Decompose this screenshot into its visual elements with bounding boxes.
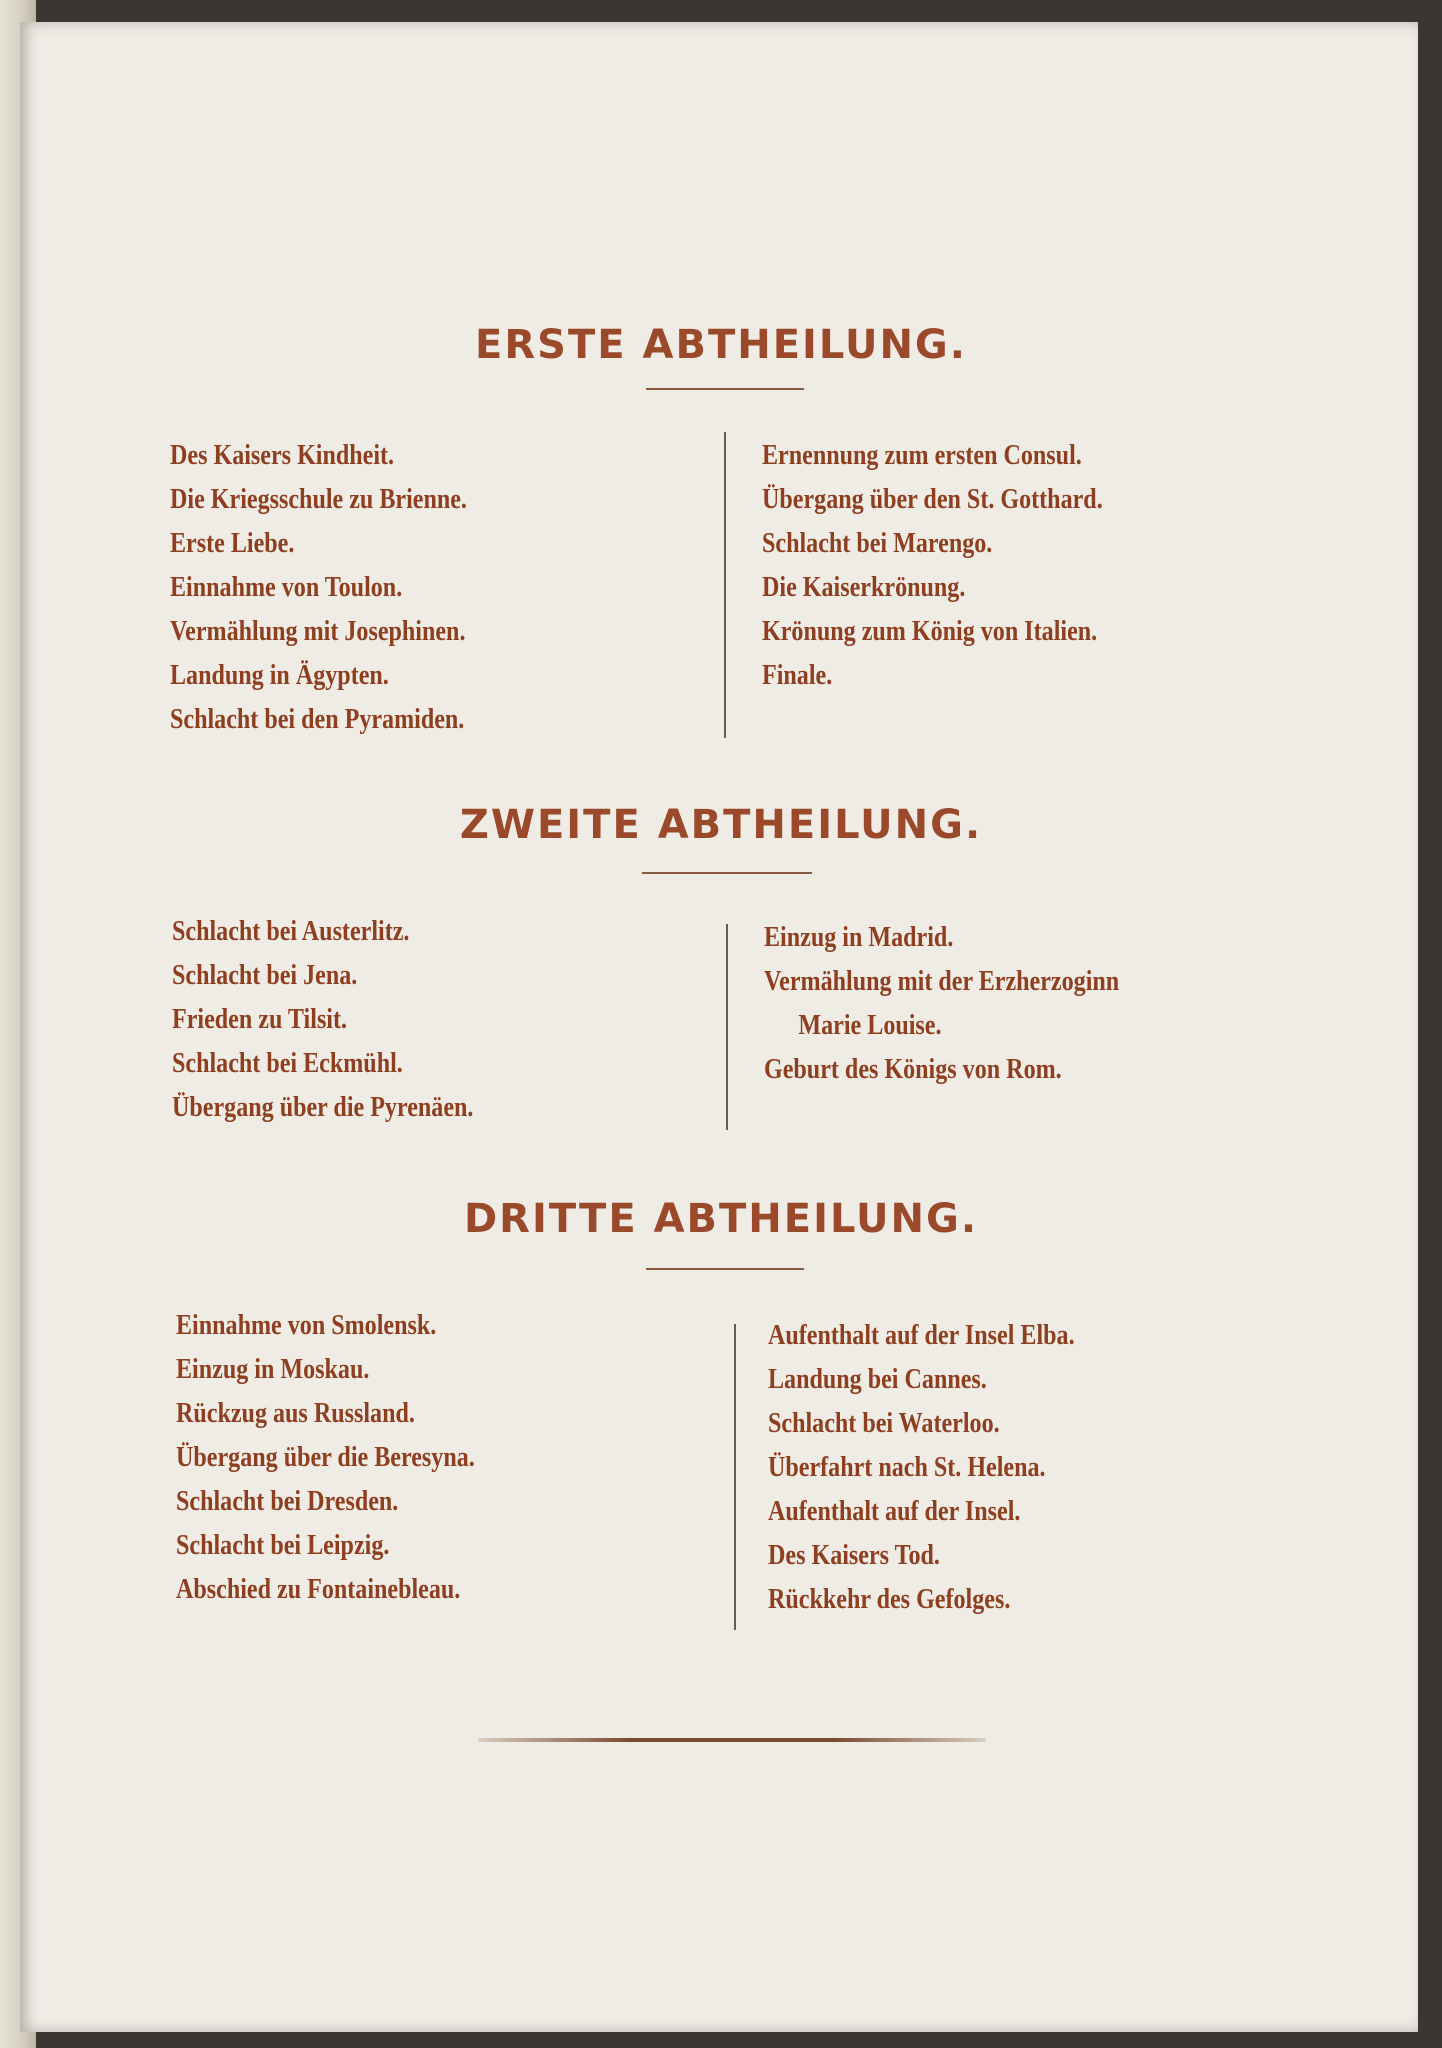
column-divider	[734, 1324, 736, 1630]
list-item: Die Kaiserkrönung.	[762, 572, 966, 603]
list-item: Finale.	[762, 660, 833, 691]
heading-rule	[646, 1268, 804, 1270]
list-item: Aufenthalt auf der Insel Elba.	[768, 1320, 1075, 1351]
list-item: Landung bei Cannes.	[768, 1364, 987, 1395]
section-heading: DRITTE ABTHEILUNG.	[463, 1196, 979, 1242]
list-item: Schlacht bei Dresden.	[176, 1486, 399, 1517]
list-item: Einzug in Madrid.	[764, 922, 954, 953]
right-column	[762, 434, 1103, 698]
list-item: Schlacht bei Jena.	[172, 960, 358, 991]
left-column	[176, 1304, 475, 1612]
list-item: Die Kriegsschule zu Brienne.	[170, 484, 467, 515]
right-column	[768, 1314, 1075, 1622]
list-item: Krönung zum König von Italien.	[762, 616, 1098, 647]
list-item: Geburt des Königs von Rom.	[764, 1054, 1062, 1085]
heading-rule	[642, 872, 812, 874]
left-column	[172, 910, 473, 1130]
list-item: Aufenthalt auf der Insel.	[768, 1496, 1021, 1527]
list-item: Des Kaisers Tod.	[768, 1540, 940, 1571]
list-item: Rückkehr des Gefolges.	[768, 1584, 1011, 1615]
heading-rule	[646, 388, 804, 390]
list-item: Übergang über die Beresyna.	[176, 1442, 475, 1473]
column-divider	[726, 924, 728, 1130]
list-item: Überfahrt nach St. Helena.	[768, 1452, 1046, 1483]
list-item: Rückzug aus Russland.	[176, 1398, 415, 1429]
list-item: Schlacht bei Waterloo.	[768, 1408, 1000, 1439]
list-item: Landung in Ägypten.	[170, 660, 389, 691]
list-item: Schlacht bei Marengo.	[762, 528, 993, 559]
list-item: Vermählung mit der Erzherzoginn	[764, 966, 1120, 997]
column-divider	[724, 432, 726, 738]
list-item: Erste Liebe.	[170, 528, 295, 559]
list-item: Schlacht bei Eckmühl.	[172, 1048, 403, 1079]
section-heading: ZWEITE ABTHEILUNG.	[459, 802, 983, 848]
closing-ornament-rule	[478, 1738, 986, 1742]
left-column	[170, 434, 467, 742]
list-item: Übergang über die Pyrenäen.	[172, 1092, 474, 1123]
list-item: Einnahme von Smolensk.	[176, 1310, 437, 1341]
list-item: Einnahme von Toulon.	[170, 572, 403, 603]
right-column	[764, 916, 1119, 1092]
list-item: Einzug in Moskau.	[176, 1354, 370, 1385]
list-item: Des Kaisers Kindheit.	[170, 440, 395, 471]
list-item: Vermählung mit Josephinen.	[170, 616, 466, 647]
section-heading: ERSTE ABTHEILUNG.	[475, 322, 967, 368]
list-item: Schlacht bei den Pyramiden.	[170, 704, 465, 735]
list-item: Übergang über den St. Gotthard.	[762, 484, 1103, 515]
list-item: Schlacht bei Leipzig.	[176, 1530, 390, 1561]
list-item: Ernennung zum ersten Consul.	[762, 440, 1082, 471]
list-item: Abschied zu Fontainebleau.	[176, 1574, 461, 1605]
list-item: Marie Louise.	[798, 1010, 942, 1041]
list-item: Schlacht bei Austerlitz.	[172, 916, 410, 947]
list-item: Frieden zu Tilsit.	[172, 1004, 348, 1035]
